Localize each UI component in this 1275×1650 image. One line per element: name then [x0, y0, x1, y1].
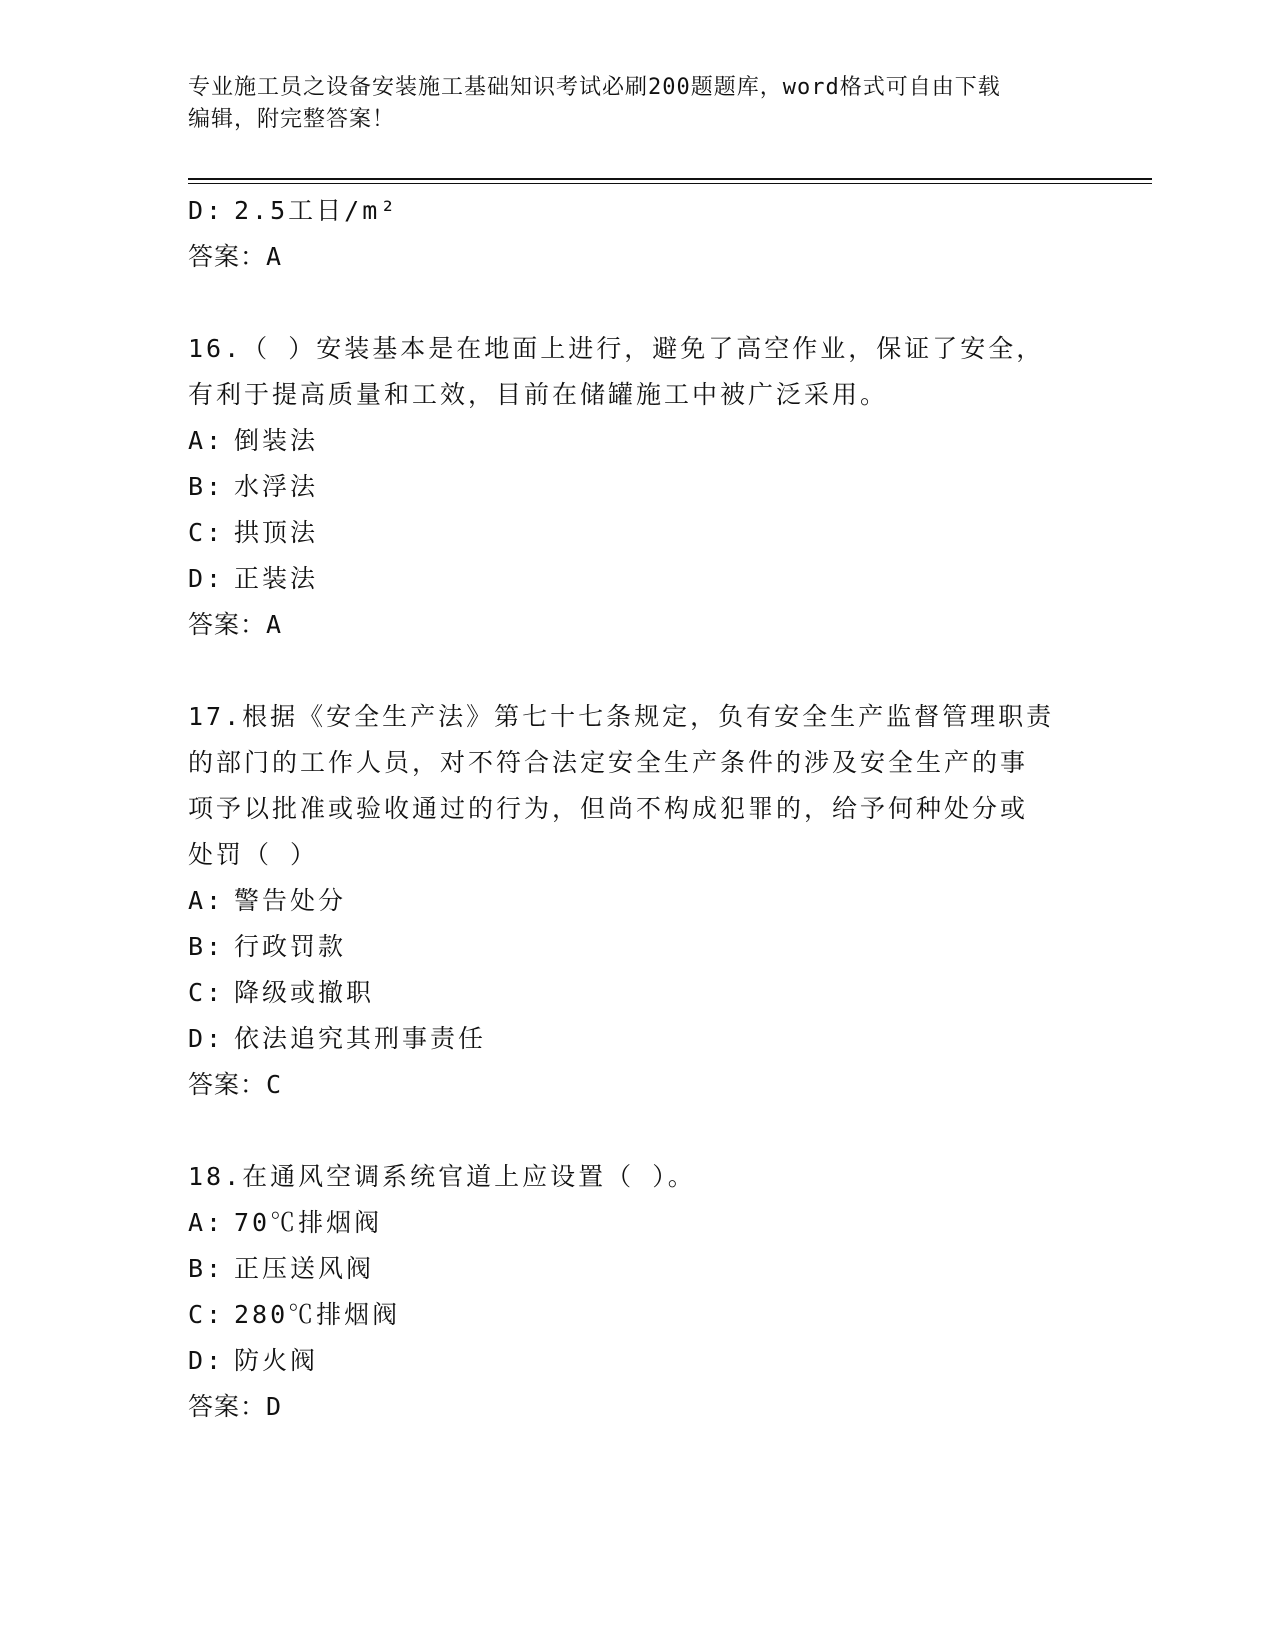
option-c — [188, 1292, 1088, 1338]
prev-question-tail — [188, 188, 1088, 280]
spacer — [188, 280, 1088, 326]
option-label: D: — [188, 1024, 225, 1053]
option-text: 70℃排烟阀 — [234, 1208, 383, 1237]
question-stem — [188, 1154, 1088, 1200]
option-label: B: — [188, 932, 225, 961]
answer-line — [188, 602, 1088, 648]
answer-value: A — [266, 242, 283, 271]
option-label: D: — [188, 196, 225, 225]
option-label: C: — [188, 518, 225, 547]
answer-line — [188, 1062, 1088, 1108]
option-text: 行政罚款 — [234, 932, 347, 961]
answer-label: 答案： — [188, 242, 267, 271]
stem-line: 项予以批准或验收通过的行为，但尚不构成犯罪的，给予何种处分或 — [188, 794, 1029, 823]
option-text: 水浮法 — [234, 472, 319, 501]
option-text: 280℃排烟阀 — [234, 1300, 401, 1329]
header-line-1: 专业施工员之设备安装施工基础知识考试必刷200题题库，word格式可自由下载 — [188, 75, 1001, 100]
answer-label: 答案： — [188, 610, 267, 639]
document-body — [188, 188, 1088, 1430]
option-b — [188, 924, 1088, 970]
option-label: C: — [188, 1300, 225, 1329]
header-divider — [188, 178, 1152, 180]
question-stem — [188, 326, 1088, 418]
option-d — [188, 1338, 1088, 1384]
stem-line: 的部门的工作人员，对不符合法定安全生产条件的涉及安全生产的事 — [188, 748, 1029, 777]
answer-value: A — [266, 610, 283, 639]
question-stem — [188, 694, 1088, 878]
option-label: A: — [188, 1208, 225, 1237]
option-c — [188, 510, 1088, 556]
answer-line — [188, 1384, 1088, 1430]
option-b — [188, 464, 1088, 510]
option-d — [188, 1016, 1088, 1062]
answer-line — [188, 234, 1088, 280]
option-text: 降级或撤职 — [234, 978, 375, 1007]
stem-line: 16.（ ）安装基本是在地面上进行，避免了高空作业，保证了安全， — [188, 334, 1045, 363]
answer-label: 答案： — [188, 1070, 267, 1099]
option-text: 正压送风阀 — [234, 1254, 375, 1283]
option-a — [188, 878, 1088, 924]
answer-label: 答案： — [188, 1392, 267, 1421]
option-text: 防火阀 — [234, 1346, 319, 1375]
option-label: A: — [188, 426, 225, 455]
stem-line: 处罚（ ） — [188, 840, 319, 869]
stem-line: 有利于提高质量和工效，目前在储罐施工中被广泛采用。 — [188, 380, 889, 409]
option-a — [188, 1200, 1088, 1246]
question-17 — [188, 694, 1088, 1108]
page-header — [188, 72, 1068, 136]
question-18 — [188, 1154, 1088, 1430]
option-d — [188, 556, 1088, 602]
option-text: 拱顶法 — [234, 518, 319, 547]
option-text: 正装法 — [234, 564, 319, 593]
option-text: 倒装法 — [234, 426, 319, 455]
spacer — [188, 648, 1088, 694]
option-b — [188, 1246, 1088, 1292]
option-label: B: — [188, 1254, 225, 1283]
option-text: 警告处分 — [234, 886, 347, 915]
option-c — [188, 970, 1088, 1016]
option-label: D: — [188, 564, 225, 593]
option-a — [188, 418, 1088, 464]
stem-line: 18.在通风空调系统官道上应设置（ ）。 — [188, 1162, 696, 1191]
answer-value: C — [266, 1070, 283, 1099]
option-label: D: — [188, 1346, 225, 1375]
question-16 — [188, 326, 1088, 648]
option-d — [188, 188, 1088, 234]
option-text: 依法追究其刑事责任 — [234, 1024, 487, 1053]
option-label: B: — [188, 472, 225, 501]
header-divider-thin — [188, 183, 1152, 184]
stem-line: 17.根据《安全生产法》第七十七条规定，负有安全生产监督管理职责 — [188, 702, 1055, 731]
option-label: A: — [188, 886, 225, 915]
answer-value: D — [266, 1392, 283, 1421]
spacer — [188, 1108, 1088, 1154]
option-label: C: — [188, 978, 225, 1007]
option-text: 2.5工日/m² — [234, 196, 399, 225]
header-line-2: 编辑，附完整答案！ — [188, 107, 396, 132]
